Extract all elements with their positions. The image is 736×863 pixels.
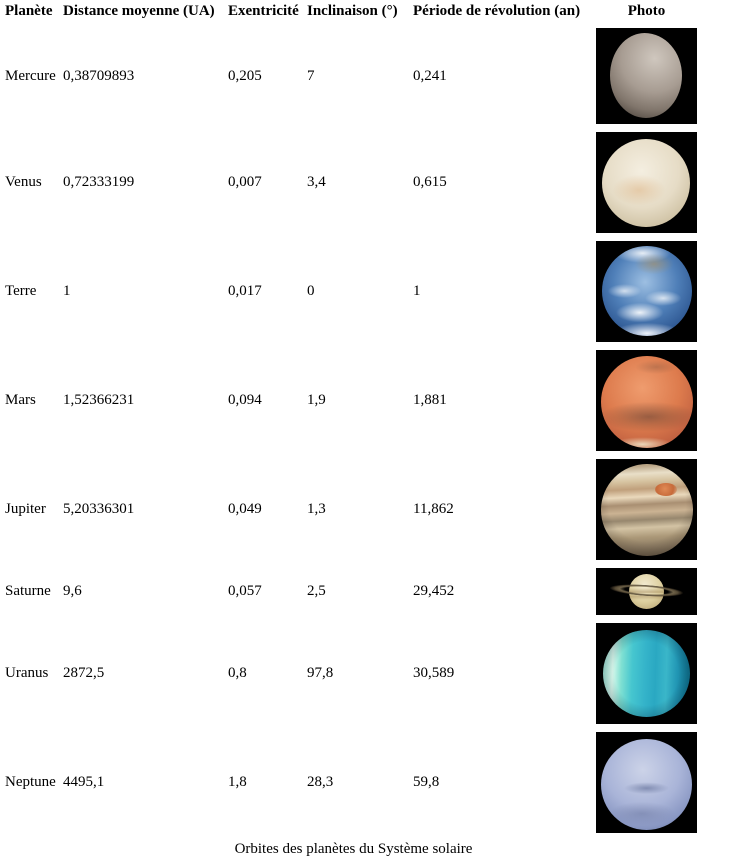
inclination-value: 1,3 [307,501,326,517]
eccentricity-value: 0,007 [228,174,262,190]
distance-value: 1,52366231 [63,392,135,408]
header-photo: Photo [627,3,666,19]
mercury-planet-image [610,33,682,118]
header-planet: Planète [5,3,53,19]
table-row-mars [5,346,736,455]
venus-planet-image [602,139,690,227]
inclination-value: 7 [307,67,315,84]
distance-value: 0,72333199 [63,174,135,190]
jupiter-great-red-spot [655,483,677,496]
earth-photo [596,241,697,342]
table-header-row [5,0,736,24]
table-caption: Orbites des planètes du Système solaire [234,841,473,857]
eccentricity-value: 0,057 [228,583,262,599]
period-value: 59,8 [413,774,440,790]
period-value: 29,452 [413,583,455,599]
jupiter-photo [596,459,697,560]
planet-name: Uranus [5,665,49,681]
eccentricity-value: 0,049 [228,501,262,517]
planet-name: Mercure [5,67,56,84]
planet-name: Neptune [5,774,56,790]
mercury-photo [596,28,697,124]
header-distance: Distance moyenne (UA) [63,3,215,19]
eccentricity-value: 0,205 [228,67,262,84]
neptune-photo [596,732,697,833]
inclination-value: 2,5 [307,583,326,599]
mars-photo [596,350,697,451]
table-row-venus [5,128,736,237]
eccentricity-value: 0,8 [228,665,247,681]
eccentricity-value: 1,8 [228,774,247,790]
inclination-value: 28,3 [307,774,334,790]
venus-photo [596,132,697,233]
distance-value: 5,20336301 [63,501,135,517]
table-row-mercury [5,24,736,128]
earth-planet-image [602,246,692,336]
eccentricity-value: 0,017 [228,283,262,299]
saturn-photo [596,568,697,615]
uranus-planet-image [603,630,690,717]
table-row-neptune [5,728,736,837]
uranus-photo [596,623,697,724]
planet-name: Mars [5,392,36,408]
period-value: 0,241 [413,67,447,84]
distance-value: 0,38709893 [63,67,135,84]
distance-value: 9,6 [63,583,82,599]
jupiter-planet-image [601,464,693,556]
header-period: Période de révolution (an) [413,3,581,19]
table-row-saturn [5,564,736,619]
distance-value: 4495,1 [63,774,105,790]
inclination-value: 97,8 [307,665,334,681]
table-row-jupiter [5,455,736,564]
header-eccentricity: Exentricité [228,3,299,19]
planet-name: Venus [5,174,42,190]
header-inclination: Inclinaison (°) [307,3,398,19]
mars-planet-image [601,356,693,448]
distance-value: 1 [63,283,71,299]
inclination-value: 0 [307,283,315,299]
period-value: 0,615 [413,174,447,190]
period-value: 30,589 [413,665,455,681]
period-value: 1 [413,283,421,299]
eccentricity-value: 0,094 [228,392,262,408]
period-value: 1,881 [413,392,447,408]
planet-name: Terre [5,283,37,299]
neptune-planet-image [601,739,692,830]
table-row-uranus [5,619,736,728]
table-row-earth [5,237,736,346]
distance-value: 2872,5 [63,665,105,681]
planet-name: Saturne [5,583,51,599]
inclination-value: 1,9 [307,392,326,408]
inclination-value: 3,4 [307,174,326,190]
period-value: 11,862 [413,501,454,517]
planet-name: Jupiter [5,501,46,517]
